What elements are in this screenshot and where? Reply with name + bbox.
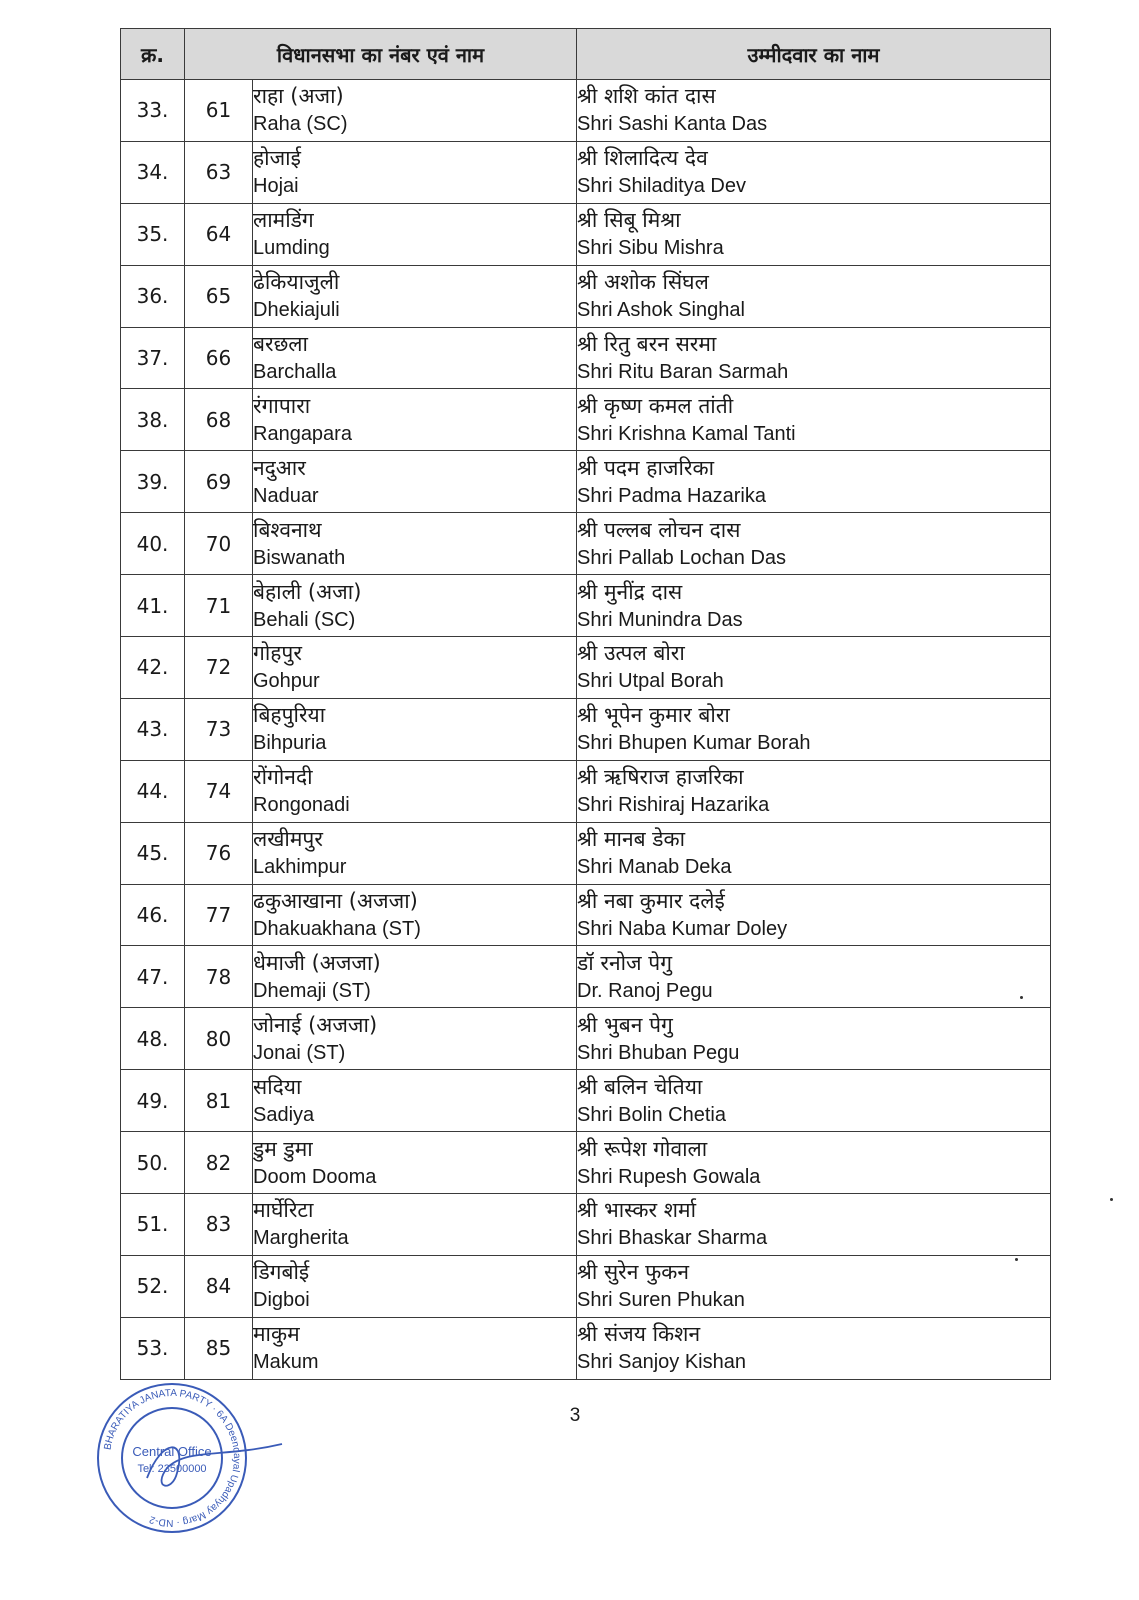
constituency-name-hindi: बरछला: [253, 332, 308, 356]
table-row: [121, 1008, 1051, 1070]
header-serial: क्र.: [121, 29, 185, 80]
constituency-name-english: Hojai: [253, 175, 299, 198]
serial-cell: 40.: [121, 513, 185, 575]
candidate-name-hindi: श्री रितु बरन सरमा: [577, 332, 717, 356]
constituency-name-english: Rongonadi: [253, 794, 350, 817]
candidate-name-english: Shri Sibu Mishra: [577, 237, 724, 260]
table-row: [121, 637, 1051, 699]
serial-cell: 38.: [121, 389, 185, 451]
candidate-name-hindi: डॉ रनोज पेगु: [577, 950, 673, 975]
candidate-cell: [577, 141, 1051, 203]
constituency-cell: [253, 1194, 577, 1256]
constituency-name-english: Rangapara: [253, 422, 352, 445]
constituency-cell: [253, 265, 577, 327]
constituency-name-hindi: धेमाजी (अजजा): [253, 950, 381, 975]
constituency-name-hindi: जोनाई (अजजा): [253, 1012, 378, 1037]
candidate-name-hindi: श्री सुरेन फुकन: [577, 1260, 690, 1285]
constituency-number-cell: 63: [185, 141, 253, 203]
candidate-name-hindi: श्री रूपेश गोवाला: [577, 1136, 708, 1161]
serial-cell: 46.: [121, 884, 185, 946]
constituency-name-hindi: बिश्वनाथ: [253, 517, 322, 542]
constituency-name-english: Behali (SC): [253, 608, 356, 631]
serial-cell: 34.: [121, 141, 185, 203]
constituency-cell: [253, 1132, 577, 1194]
candidate-name-hindi: श्री अशोक सिंघल: [577, 270, 709, 295]
constituency-cell: [253, 575, 577, 637]
constituency-number-cell: 61: [185, 80, 253, 142]
candidate-name-english: Shri Pallab Lochan Das: [577, 546, 787, 569]
constituency-cell: [253, 1070, 577, 1132]
serial-cell: 52.: [121, 1255, 185, 1317]
constituency-cell: [253, 698, 577, 760]
candidate-name-english: Shri Bolin Chetia: [577, 1103, 726, 1126]
candidate-name-hindi: श्री भूपेन कुमार बोरा: [577, 703, 730, 728]
constituency-cell: [253, 80, 577, 142]
page-number: 3: [569, 1405, 581, 1426]
constituency-cell: [253, 203, 577, 265]
constituency-name-english: Jonai (ST): [253, 1041, 346, 1064]
header-constituency: विधानसभा का नंबर एवं नाम: [185, 29, 577, 80]
constituency-cell: [253, 513, 577, 575]
table-row: [121, 760, 1051, 822]
constituency-name-english: Naduar: [253, 484, 319, 507]
constituency-cell: [253, 760, 577, 822]
constituency-name-english: Gohpur: [253, 670, 320, 693]
constituency-number-cell: 84: [185, 1255, 253, 1317]
candidate-cell: [577, 1070, 1051, 1132]
constituency-name-hindi: डिगबोई: [253, 1260, 310, 1285]
constituency-name-hindi: लामडिंग: [253, 208, 314, 233]
constituency-cell: [253, 451, 577, 513]
table-body: [121, 80, 1051, 1380]
constituency-name-hindi: बिहपुरिया: [253, 703, 326, 728]
candidate-name-hindi: श्री बलिन चेतिया: [577, 1074, 703, 1099]
constituency-name-hindi: राहा (अजा): [253, 84, 344, 109]
candidate-cell: [577, 946, 1051, 1008]
candidate-name-english: Shri Ritu Baran Sarmah: [577, 361, 789, 383]
candidate-cell: [577, 1008, 1051, 1070]
constituency-name-english: Lakhimpur: [253, 856, 347, 879]
candidate-name-english: Shri Bhuban Pegu: [577, 1041, 740, 1064]
serial-cell: 37.: [121, 327, 185, 389]
candidate-name-english: Shri Naba Kumar Doley: [577, 918, 788, 941]
table-row: [121, 327, 1051, 389]
candidate-cell: [577, 1317, 1051, 1379]
candidate-name-hindi: श्री शशि कांत दास: [577, 84, 716, 109]
candidate-cell: [577, 884, 1051, 946]
constituency-cell: [253, 822, 577, 884]
constituency-cell: [253, 1317, 577, 1379]
serial-cell: 50.: [121, 1132, 185, 1194]
candidate-name-hindi: श्री पदम हाजरिका: [577, 455, 715, 480]
table-row: [121, 265, 1051, 327]
constituency-name-english: Digboi: [253, 1289, 310, 1312]
constituency-name-english: Bihpuria: [253, 732, 327, 755]
candidate-cell: [577, 760, 1051, 822]
constituency-cell: [253, 946, 577, 1008]
constituency-cell: [253, 389, 577, 451]
constituency-cell: [253, 141, 577, 203]
serial-cell: 36.: [121, 265, 185, 327]
candidate-cell: [577, 327, 1051, 389]
table-row: [121, 141, 1051, 203]
candidate-cell: [577, 1132, 1051, 1194]
constituency-name-english: Barchalla: [253, 361, 337, 383]
constituency-name-hindi: मार्घेरिटा: [253, 1198, 314, 1223]
serial-cell: 51.: [121, 1194, 185, 1256]
candidate-cell: [577, 203, 1051, 265]
constituency-name-hindi: डुम डुमा: [253, 1136, 313, 1161]
candidate-cell: [577, 389, 1051, 451]
candidate-cell: [577, 1255, 1051, 1317]
serial-cell: 35.: [121, 203, 185, 265]
constituency-cell: [253, 884, 577, 946]
candidate-name-english: Shri Munindra Das: [577, 608, 743, 631]
candidate-name-english: Shri Utpal Borah: [577, 670, 724, 693]
serial-cell: 53.: [121, 1317, 185, 1379]
constituency-name-english: Makum: [253, 1351, 319, 1374]
constituency-name-english: Doom Dooma: [253, 1165, 377, 1188]
seal-center-title: Central Office: [132, 1444, 212, 1459]
table-row: [121, 1317, 1051, 1379]
candidate-name-english: Shri Rupesh Gowala: [577, 1165, 761, 1188]
candidate-name-hindi: श्री ऋषिराज हाजरिका: [577, 765, 744, 790]
candidate-name-english: Dr. Ranoj Pegu: [577, 979, 713, 1002]
constituency-name-english: Dhemaji (ST): [253, 979, 371, 1002]
serial-cell: 39.: [121, 451, 185, 513]
table-row: [121, 203, 1051, 265]
constituency-number-cell: 77: [185, 884, 253, 946]
candidate-name-english: Shri Manab Deka: [577, 856, 732, 879]
party-seal: [92, 1378, 292, 1538]
candidate-cell: [577, 575, 1051, 637]
constituency-number-cell: 70: [185, 513, 253, 575]
candidate-cell: [577, 265, 1051, 327]
table-row: [121, 1255, 1051, 1317]
candidate-name-english: Shri Sashi Kanta Das: [577, 113, 768, 136]
candidate-name-english: Shri Sanjoy Kishan: [577, 1351, 746, 1374]
constituency-number-cell: 76: [185, 822, 253, 884]
table-row: [121, 946, 1051, 1008]
seal-center-phone: Tel: 23500000: [137, 1463, 207, 1475]
constituency-number-cell: 78: [185, 946, 253, 1008]
candidate-name-hindi: श्री संजय किशन: [577, 1322, 701, 1347]
scan-speck: [1110, 1198, 1113, 1201]
constituency-cell: [253, 327, 577, 389]
candidate-name-hindi: श्री नबा कुमार दलेई: [577, 889, 725, 914]
table-header-row: [121, 29, 1051, 80]
candidate-name-english: Shri Bhaskar Sharma: [577, 1227, 768, 1250]
candidate-name-english: Shri Padma Hazarika: [577, 484, 766, 507]
constituency-number-cell: 82: [185, 1132, 253, 1194]
constituency-number-cell: 81: [185, 1070, 253, 1132]
constituency-cell: [253, 1008, 577, 1070]
table-row: [121, 884, 1051, 946]
constituency-name-hindi: रंगापारा: [253, 393, 311, 418]
constituency-number-cell: 73: [185, 698, 253, 760]
constituency-name-hindi: ढेकियाजुली: [253, 270, 340, 295]
candidate-cell: [577, 80, 1051, 142]
serial-cell: 43.: [121, 698, 185, 760]
constituency-number-cell: 71: [185, 575, 253, 637]
constituency-name-hindi: होजाई: [253, 146, 301, 171]
serial-cell: 45.: [121, 822, 185, 884]
candidate-name-english: Shri Bhupen Kumar Borah: [577, 732, 811, 755]
candidate-name-hindi: श्री मुनींद्र दास: [577, 579, 683, 604]
seal-ring-text: BHARATIYA JANATA PARTY · 6A Deendayal Upadhyay Marg · ND-2: [102, 1387, 243, 1529]
constituency-name-english: Dhekiajuli: [253, 299, 340, 322]
candidate-name-hindi: श्री मानब डेका: [577, 827, 686, 852]
serial-cell: 44.: [121, 760, 185, 822]
scan-speck: [1015, 1258, 1018, 1261]
serial-cell: 49.: [121, 1070, 185, 1132]
constituency-name-hindi: नदुआर: [253, 455, 306, 480]
serial-cell: 48.: [121, 1008, 185, 1070]
constituency-name-english: Biswanath: [253, 546, 346, 569]
candidate-name-hindi: श्री सिबू मिश्रा: [577, 208, 681, 233]
candidate-name-english: Shri Krishna Kamal Tanti: [577, 422, 796, 445]
candidate-name-english: Shri Shiladitya Dev: [577, 175, 746, 198]
table-row: [121, 822, 1051, 884]
table-row: [121, 1070, 1051, 1132]
serial-cell: 42.: [121, 637, 185, 699]
table-row: [121, 698, 1051, 760]
scan-speck: [1020, 996, 1023, 999]
constituency-number-cell: 66: [185, 327, 253, 389]
candidate-cell: [577, 451, 1051, 513]
constituency-name-english: Sadiya: [253, 1103, 315, 1126]
candidate-cell: [577, 698, 1051, 760]
serial-cell: 33.: [121, 80, 185, 142]
table-row: [121, 1132, 1051, 1194]
constituency-number-cell: 72: [185, 637, 253, 699]
constituency-number-cell: 85: [185, 1317, 253, 1379]
serial-cell: 41.: [121, 575, 185, 637]
constituency-name-hindi: माकुम: [253, 1322, 300, 1347]
constituency-cell: [253, 1255, 577, 1317]
candidate-cell: [577, 513, 1051, 575]
constituency-number-cell: 80: [185, 1008, 253, 1070]
constituency-name-english: Lumding: [253, 237, 330, 260]
constituency-cell: [253, 637, 577, 699]
candidate-name-english: Shri Suren Phukan: [577, 1289, 745, 1312]
candidate-name-hindi: श्री उत्पल बोरा: [577, 641, 685, 666]
candidate-name-hindi: श्री पल्लब लोचन दास: [577, 517, 741, 542]
table-row: [121, 80, 1051, 142]
constituency-number-cell: 74: [185, 760, 253, 822]
header-candidate: उम्मीदवार का नाम: [577, 29, 1051, 80]
constituency-name-hindi: लखीमपुर: [253, 827, 323, 852]
constituency-name-hindi: बेहाली (अजा): [253, 579, 362, 604]
constituency-name-english: Raha (SC): [253, 113, 348, 136]
candidate-cell: [577, 637, 1051, 699]
serial-cell: 47.: [121, 946, 185, 1008]
candidate-name-hindi: श्री कृष्ण कमल तांती: [577, 393, 734, 418]
constituency-number-cell: 69: [185, 451, 253, 513]
candidate-name-english: Shri Ashok Singhal: [577, 299, 745, 322]
constituency-number-cell: 65: [185, 265, 253, 327]
constituency-number-cell: 68: [185, 389, 253, 451]
candidate-cell: [577, 822, 1051, 884]
table-row: [121, 389, 1051, 451]
table-row: [121, 1194, 1051, 1256]
constituency-name-hindi: ढकुआखाना (अजजा): [253, 889, 418, 914]
candidate-name-hindi: श्री भुबन पेगु: [577, 1012, 673, 1037]
constituency-name-english: Margherita: [253, 1227, 349, 1250]
table-row: [121, 513, 1051, 575]
constituency-number-cell: 64: [185, 203, 253, 265]
candidate-name-hindi: श्री शिलादित्य देव: [577, 146, 708, 171]
constituency-name-hindi: गोहपुर: [253, 641, 302, 666]
table-row: [121, 575, 1051, 637]
constituency-name-hindi: सदिया: [253, 1074, 302, 1099]
candidate-name-hindi: श्री भास्कर शर्मा: [577, 1198, 697, 1223]
constituency-name-hindi: रोंगोनदी: [253, 765, 313, 790]
constituency-number-cell: 83: [185, 1194, 253, 1256]
constituency-name-english: Dhakuakhana (ST): [253, 918, 421, 941]
table-row: [121, 451, 1051, 513]
candidate-table: [120, 28, 1051, 1380]
candidate-cell: [577, 1194, 1051, 1256]
candidate-name-english: Shri Rishiraj Hazarika: [577, 794, 770, 817]
